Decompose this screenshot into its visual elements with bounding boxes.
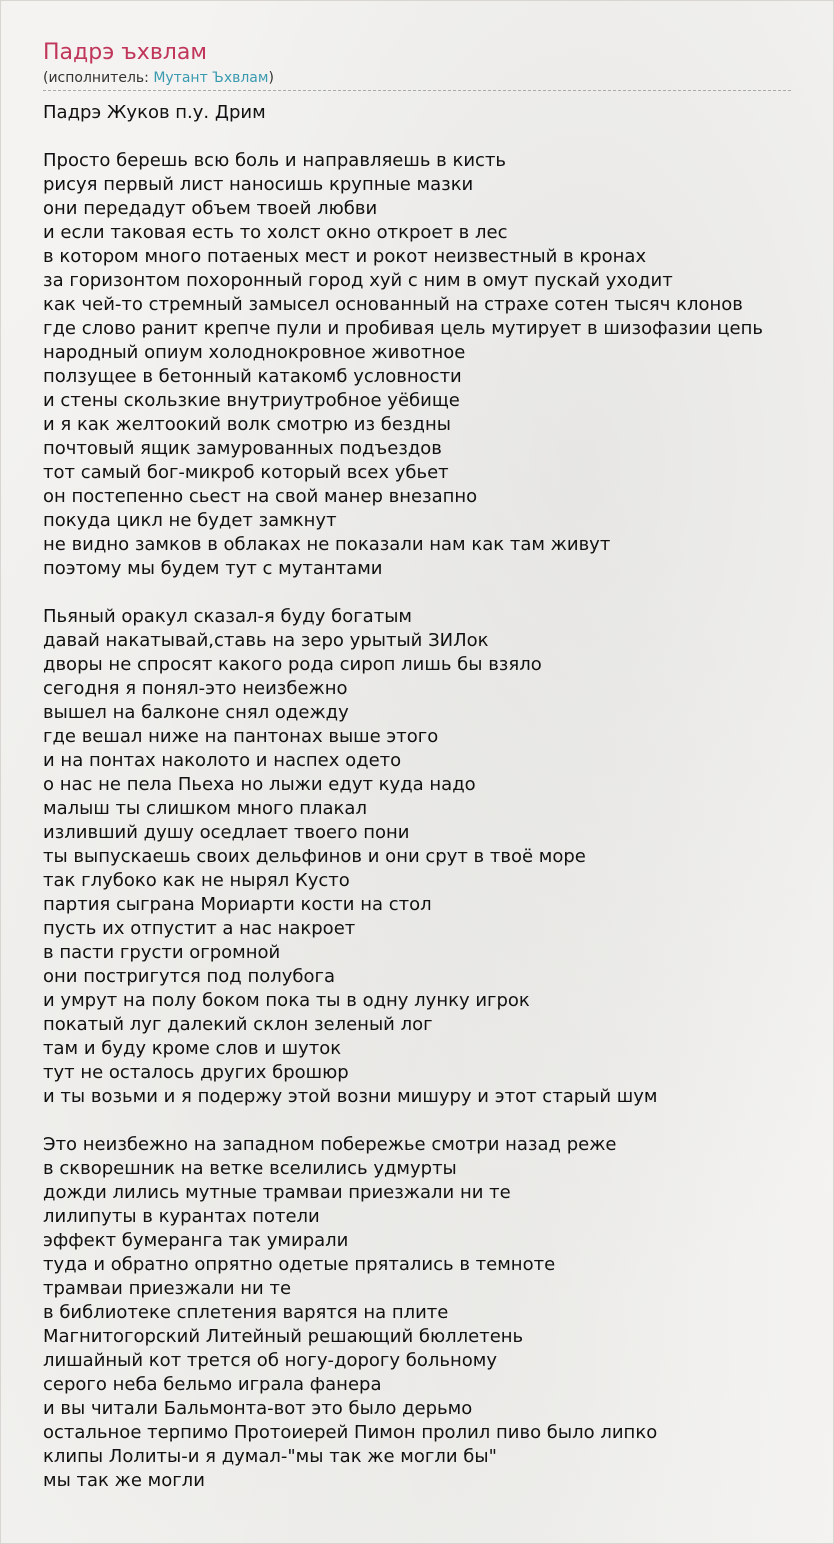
artist-suffix: ) — [268, 70, 274, 86]
lyric-line: как чей-то стремный замысел основанный на страхе сотен тысяч клонов — [43, 294, 743, 315]
lyric-line: так глубоко как не нырял Кусто — [43, 870, 350, 891]
lyric-line: и вы читали Бальмонта-вот это было дерьмо — [43, 1398, 473, 1419]
lyric-line: трамваи приезжали ни те — [43, 1278, 292, 1299]
lyric-line: лилипуты в курантах потели — [43, 1206, 320, 1227]
lyric-line: лишайный кот трется об ногу-дорогу больному — [43, 1350, 497, 1371]
lyric-line: Падрэ Жуков п.у. Дрим — [43, 102, 266, 123]
lyric-line: клипы Лолиты-и я думал-"мы так же могли бы" — [43, 1446, 497, 1467]
artist-line — [43, 68, 834, 88]
lyric-line: мы так же могли — [43, 1470, 205, 1491]
lyric-line: они постригутся под полубога — [43, 966, 336, 987]
lyric-line: тот самый бог-микроб который всех убьет — [43, 462, 449, 483]
song-title: Падрэ ъхвлам — [43, 40, 207, 65]
lyric-line: Это неизбежно на западном побережье смотри назад реже — [43, 1134, 617, 1155]
lyric-line: рисуя первый лист наносишь крупные мазки — [43, 174, 474, 195]
lyric-line: эффект бумеранга так умирали — [43, 1230, 349, 1251]
lyric-line: дворы не спросят какого рода сироп лишь бы взяло — [43, 654, 542, 675]
lyric-line: тут не осталось других брошюр — [43, 1062, 349, 1083]
lyric-line: они передадут объем твоей любви — [43, 198, 378, 219]
lyrics-block — [43, 101, 834, 1493]
lyric-line: остальное терпимо Протоиерей Пимон пролил пиво было липко — [43, 1422, 658, 1443]
lyric-line: там и буду кроме слов и шуток — [43, 1038, 342, 1059]
lyric-line: покуда цикл не будет замкнут — [43, 510, 337, 531]
lyric-line: туда и обратно опрятно одетые прятались в темноте — [43, 1254, 556, 1275]
lyric-line: Магнитогорский Литейный решающий бюллетень — [43, 1326, 524, 1347]
lyric-line: серого неба бельмо играла фанера — [43, 1374, 382, 1395]
lyric-line: пусть их отпустит а нас накроет — [43, 918, 356, 939]
lyric-line: сегодня я понял-это неизбежно — [43, 678, 348, 699]
artist-prefix: (исполнитель: — [43, 70, 154, 86]
lyric-line: ползущее в бетонный катакомб условности — [43, 366, 462, 387]
lyric-line: не видно замков в облаках не показали нам как там живут — [43, 534, 611, 555]
lyric-line: в котором много потаеных мест и рокот неизвестный в кронах — [43, 246, 647, 267]
lyric-line: партия сыграна Мориарти кости на стол — [43, 894, 432, 915]
lyric-line: и стены скользкие внутриутробное уёбище — [43, 390, 460, 411]
divider — [43, 90, 791, 91]
lyric-line: где вешал ниже на пантонах выше этого — [43, 726, 439, 747]
lyric-line: в библиотеке сплетения варятся на плите — [43, 1302, 449, 1323]
song-page — [43, 38, 834, 1493]
lyric-line: народный опиум холоднокровное животное — [43, 342, 466, 363]
lyric-line: где слово ранит крепче пули и пробивая цель мутирует в шизофазии цепь — [43, 318, 763, 339]
lyric-line: поэтому мы будем тут с мутантами — [43, 558, 383, 579]
lyric-line: и на понтах наколото и наспех одето — [43, 750, 402, 771]
lyric-line — [43, 125, 834, 149]
lyric-line: он постепенно сьест на свой манер внезапно — [43, 486, 478, 507]
artist-link[interactable]: Мутант Ъхвлам — [153, 70, 269, 86]
lyric-line: изливший душу оседлает твоего пони — [43, 822, 410, 843]
lyric-line: о нас не пела Пьеха но лыжи едут куда надо — [43, 774, 476, 795]
lyric-line: давай накатывай,ставь на зеро урытый ЗИЛок — [43, 630, 489, 651]
lyric-line: ты выпускаешь своих дельфинов и они срут в твоё море — [43, 846, 586, 867]
lyric-line: в скворешник на ветке вселились удмурты — [43, 1158, 457, 1179]
lyric-line: и если таковая есть то холст окно откроет в лес — [43, 222, 508, 243]
lyric-line: дожди лились мутные трамваи приезжали ни те — [43, 1182, 511, 1203]
lyric-line: почтовый ящик замурованных подъездов — [43, 438, 442, 459]
lyric-line: в пасти грусти огромной — [43, 942, 281, 963]
lyric-line: и умрут на полу боком пока ты в одну лунку игрок — [43, 990, 530, 1011]
lyric-line — [43, 581, 834, 605]
lyric-line: и я как желтоокий волк смотрю из бездны — [43, 414, 451, 435]
lyric-line: покатый луг далекий склон зеленый лог — [43, 1014, 433, 1035]
lyric-line: и ты возьми и я подержу этой возни мишуру и этот старый шум — [43, 1086, 658, 1107]
lyric-line: Пьяный оракул сказал-я буду богатым — [43, 606, 412, 627]
lyric-line: за горизонтом похоронный город хуй с ним в омут пускай уходит — [43, 270, 673, 291]
lyric-line: Просто берешь всю боль и направляешь в кисть — [43, 150, 507, 171]
lyric-line — [43, 1109, 834, 1133]
lyric-line: малыш ты слишком много плакал — [43, 798, 367, 819]
lyric-line: вышел на балконе снял одежду — [43, 702, 349, 723]
